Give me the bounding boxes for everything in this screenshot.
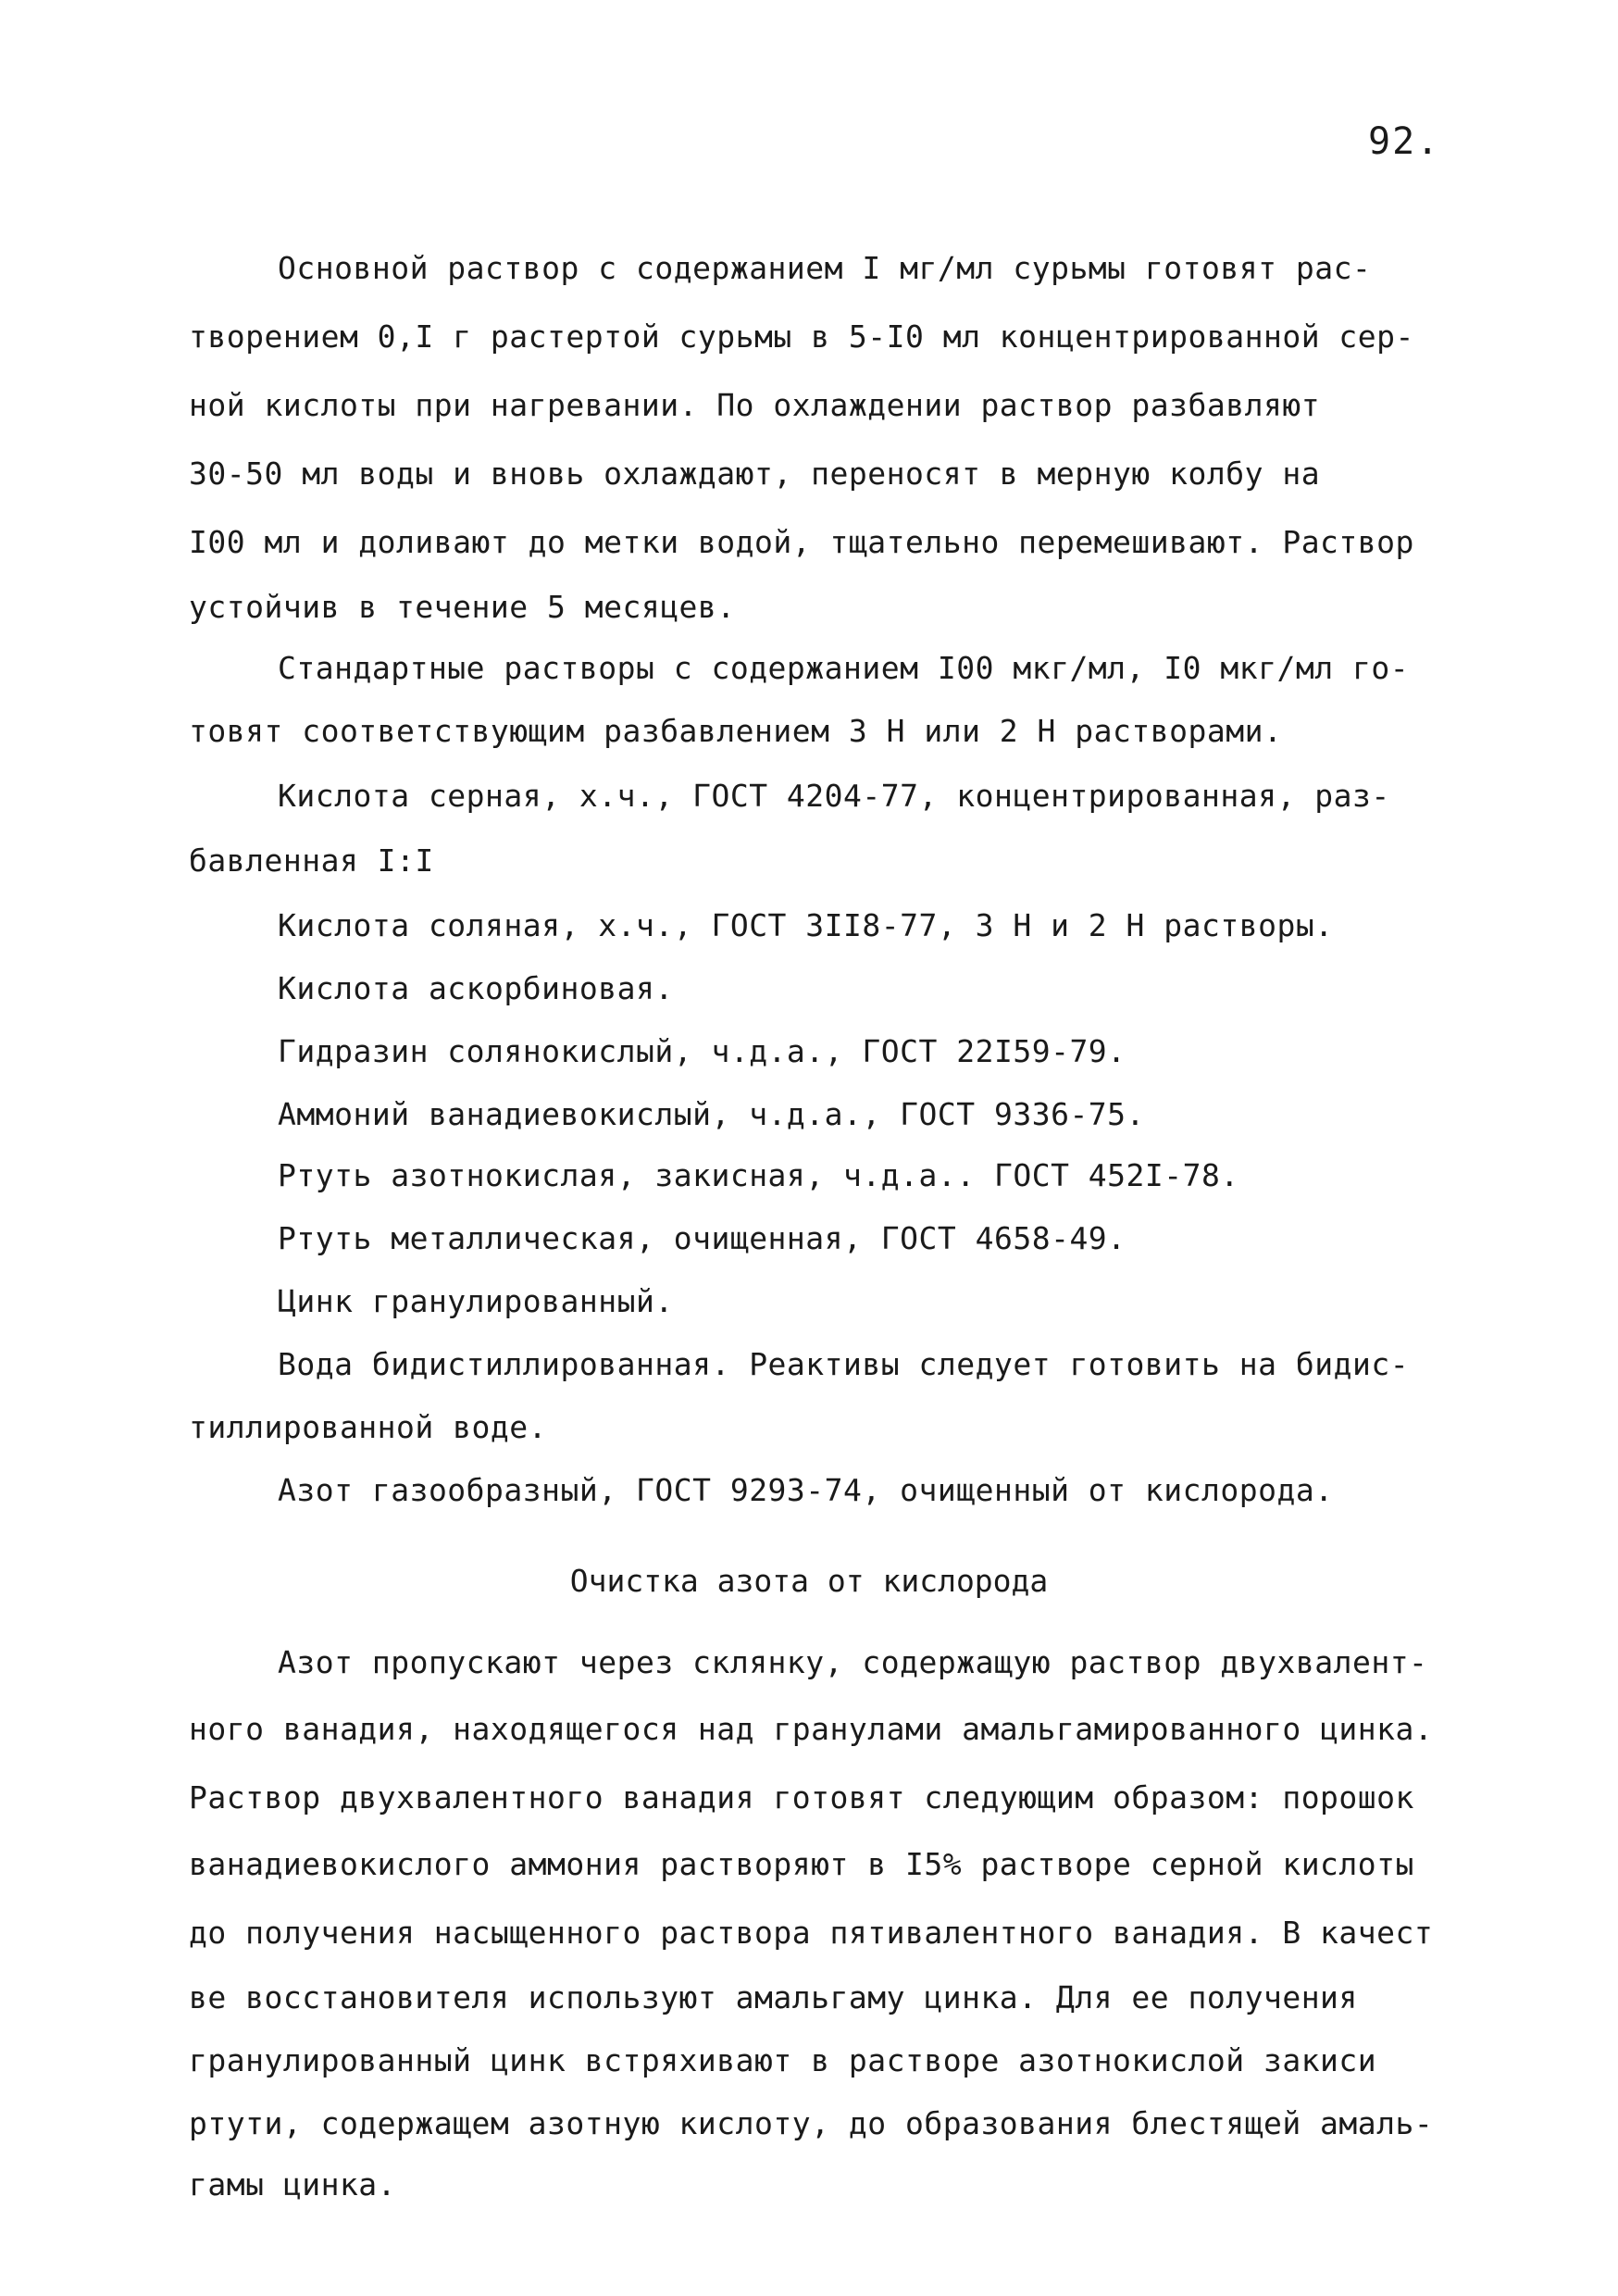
section-line-6: ве восстановителя используют амальгаму цинка. Для ее получения bbox=[189, 1979, 1358, 2015]
page-number: 92. bbox=[1368, 120, 1441, 163]
paragraph-2-line-2: товят соответствующим разбавлением 3 Н или 2 Н растворами. bbox=[189, 713, 1283, 749]
reagent-line-2: Кислота аскорбиновая. bbox=[278, 970, 674, 1006]
paragraph-2-line-1: Стандартные растворы с содержанием I00 мкг/мл, I0 мкг/мл го- bbox=[278, 650, 1410, 686]
section-line-4: ванадиевокислого аммония растворяют в I5% растворе серной кислоты bbox=[189, 1846, 1414, 1882]
section-line-1: Азот пропускают через склянку, содержащую раствор двухвалент- bbox=[278, 1644, 1428, 1680]
paragraph-3-line-2: бавленная I:I bbox=[189, 842, 434, 879]
section-line-3: Раствор двухвалентного ванадия готовят следующим образом: порошок bbox=[189, 1779, 1414, 1816]
reagent-line-4: Аммоний ванадиевокислый, ч.д.а., ГОСТ 9336-75. bbox=[278, 1096, 1145, 1132]
paragraph-1-line-4: 30-50 мл воды и вновь охлаждают, переносят в мерную колбу на bbox=[189, 455, 1321, 492]
water-line-1: Вода бидистиллированная. Реактивы следует готовить на бидис- bbox=[278, 1346, 1410, 1382]
section-line-5: до получения насыщенного раствора пятивалентного ванадия. В качест bbox=[189, 1915, 1434, 1951]
reagent-line-7: Цинк гранулированный. bbox=[278, 1283, 674, 1319]
reagent-line-1: Кислота соляная, х.ч., ГОСТ 3II8-77, 3 Н и 2 Н растворы. bbox=[278, 907, 1334, 943]
paragraph-1-line-6: устойчив в течение 5 месяцев. bbox=[189, 589, 736, 625]
section-line-9: гамы цинка. bbox=[189, 2166, 397, 2202]
reagent-line-3: Гидразин солянокислый, ч.д.а., ГОСТ 22I59-79. bbox=[278, 1033, 1126, 1069]
paragraph-1-line-2: творением 0,I г растертой сурьмы в 5-I0 мл концентрированной сер- bbox=[189, 318, 1414, 355]
section-line-8: ртути, содержащем азотную кислоту, до образования блестящей амаль- bbox=[189, 2105, 1434, 2141]
paragraph-1-line-3: ной кислоты при нагревании. По охлаждении раствор разбавляют bbox=[189, 387, 1321, 423]
water-line-2: тиллированной воде. bbox=[189, 1409, 547, 1445]
paragraph-1-line-5: I00 мл и доливают до метки водой, тщательно перемешивают. Раствор bbox=[189, 524, 1414, 560]
paragraph-1-line-1: Основной раствор с содержанием I мг/мл сурьмы готовят рас- bbox=[278, 250, 1372, 286]
section-line-2: ного ванадия, находящегося над гранулами амальгамированного цинка. bbox=[189, 1711, 1434, 1747]
reagent-line-5: Ртуть азотнокислая, закисная, ч.д.а.. ГОСТ 452I-78. bbox=[278, 1157, 1239, 1193]
section-heading: Очистка азота от кислорода bbox=[569, 1563, 1049, 1599]
reagent-line-6: Ртуть металлическая, очищенная, ГОСТ 4658-49. bbox=[278, 1220, 1126, 1256]
section-line-7: гранулированный цинк встряхивают в растворе азотнокислой закиси bbox=[189, 2042, 1377, 2078]
nitrogen-line: Азот газообразный, ГОСТ 9293-74, очищенный от кислорода. bbox=[278, 1472, 1334, 1508]
paragraph-3-line-1: Кислота серная, х.ч., ГОСТ 4204-77, концентрированная, раз- bbox=[278, 778, 1390, 814]
